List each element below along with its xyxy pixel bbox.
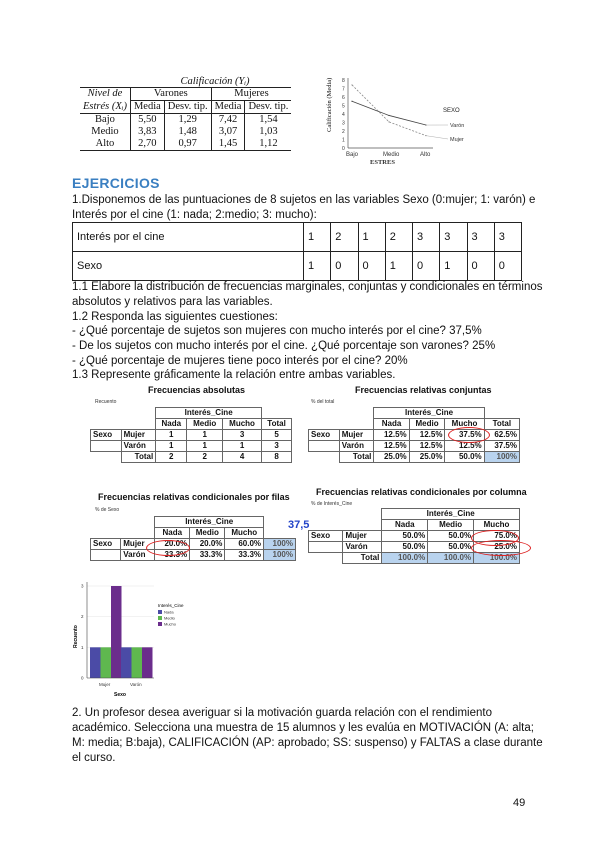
cell: 1,29 [164,114,211,127]
page-number: 49 [513,797,526,809]
col-header: Mucho [445,419,484,430]
cell: 1 [156,441,187,452]
cell: 5,50 [130,114,164,127]
row-label: Interés por el cine [73,223,304,252]
legend-swatch-nada [158,610,162,614]
line-chart-xlabel: ESTRES [370,159,395,166]
legend-swatch-medio [158,616,162,620]
cell: 1 [358,223,385,252]
row-label: Varón [121,441,156,452]
table-row [91,539,296,550]
bar-mujer-mucho [111,586,122,678]
cell: 50.0% [382,531,428,542]
cell: 5 [262,430,292,441]
filas-sub: % de Sexo [95,507,120,513]
legend-title: Interés_Cine [158,603,184,608]
cell: 3,83 [130,126,164,138]
abs-sub: Recuento [95,399,117,405]
row-label: Total [339,452,374,463]
question-3: - ¿Qué porcentaje de mujeres tiene poco interés por el cine? 20% [72,355,408,367]
conj-sub: % del total [311,399,335,405]
col-media-m: Media [211,101,245,114]
cell: Alto [80,138,130,151]
row-label: Mujer [121,430,156,441]
cell: 2 [385,223,412,252]
cell: 100.0% [474,553,520,564]
cell: 1 [304,223,331,252]
cell: 25.0% [374,452,409,463]
table-row [91,452,292,463]
y-tick-label: 3 [81,583,84,589]
cell: 2,70 [130,138,164,151]
cell: 1,45 [211,138,245,151]
cell: 25.0% [474,542,520,553]
paragraph-13: 1.3 Represente gráficamente la relación entre ambas variables. [72,369,396,381]
row-label: Total [343,553,382,564]
cell: 12.5% [409,430,445,441]
data-point [351,84,352,85]
calificacion-title: Calificación (Yᵢ) [180,76,250,87]
paragraph-2d: el curso. [72,752,116,764]
cell: 50.0% [382,542,428,553]
highlight-circle [448,427,490,443]
cell: 1 [187,430,223,441]
col-header: Medio [187,419,223,430]
row-label: Varón [343,542,382,553]
conj-title: Frecuencias relativas conjuntas [355,385,492,395]
cell: 1 [223,441,262,452]
sexo-label: Sexo [309,531,343,542]
col-header: Total [484,419,519,430]
table-row [309,452,520,463]
x-tick-label: Varón [130,682,142,687]
col-header: Total [262,419,292,430]
cell: 0 [331,252,358,281]
cell: 12.5% [374,430,409,441]
question-1: - ¿Qué porcentaje de sujetos son mujeres con mucho interés por el cine? 37,5% [72,325,482,337]
row-label: Total [121,452,156,463]
cell: 50.0% [428,531,474,542]
bar-chart-ylabel: Recuento [73,625,79,648]
y-tick-label: 7 [342,86,345,93]
highlight-circle [146,540,190,556]
data-point [388,121,389,122]
row-label: Sexo [73,252,304,281]
columna-sub: % de Interés_Cine [311,501,353,507]
col-header: Medio [190,528,225,539]
bar-chart [70,578,210,702]
bar-varón-nada [121,647,132,678]
sexo-label: Sexo [309,430,340,441]
cell: 20.0% [155,539,190,550]
cell: 4 [223,452,262,463]
legend-title: SEXO [443,108,460,114]
legend-label-mucho: Mucho [164,621,177,627]
col-header: Nada [382,520,428,531]
legend-label-nada: Nada [164,609,174,615]
section-heading: EJERCICIOS [72,175,160,191]
table-row [80,126,291,138]
col-media-v: Media [130,101,164,114]
cell: 12.5% [445,441,484,452]
cell: 1 [187,441,223,452]
col-header: Mucho [474,520,520,531]
cell: 25.0% [409,452,445,463]
table-row [80,138,291,151]
var-header: Interés_Cine [382,509,520,520]
filas-table [90,516,296,561]
cell: 100% [264,550,296,561]
cell: 8 [262,452,292,463]
y-tick-label: 5 [342,103,345,110]
table-row [91,430,292,441]
bar-varón-medio [132,647,143,678]
cell: 100.0% [382,553,428,564]
table-row [91,550,296,561]
abs-table [90,407,292,463]
cell: 75.0% [474,531,520,542]
cell: 0 [467,252,494,281]
cell: 12.5% [409,441,445,452]
row-label: Mujer [343,531,382,542]
col-header: Nada [155,528,190,539]
bar-varón-mucho [142,647,153,678]
cell: 3 [494,223,521,252]
y-tick-label: 1 [81,644,84,650]
cell: 100.0% [428,553,474,564]
cell: 1,54 [245,114,291,127]
cell: 12.5% [374,441,409,452]
col-desv-v: Desv. tip. [164,101,211,114]
nivel-header: Nivel de [80,88,130,101]
data-table [72,222,522,281]
cell: 3 [223,430,262,441]
paragraph-2c: M: media; B:baja), CALIFICACIÓN (AP: aprobado; SS: suspenso) y FALTAS a clase durante [72,737,543,749]
cell: 2 [187,452,223,463]
table-row [91,441,292,452]
cell: 62.5% [484,430,519,441]
row-label: Mujer [121,539,155,550]
columna-title: Frecuencias relativas condicionales por columna [316,487,527,497]
table-row [73,252,522,281]
col-desv-m: Desv. tip. [245,101,291,114]
legend-leader [426,136,448,139]
paragraph-2a: 2. Un profesor desea averiguar si la motivación guarda relación con el rendimiento [72,707,492,719]
cell: 3 [440,223,467,252]
data-point [388,115,389,116]
abs-title: Frecuencias absolutas [148,385,246,395]
calificacion-table [80,87,291,151]
paragraph-11a: 1.1 Elabore la distribución de frecuencias marginales, conjuntas y condicionales en términos [72,281,543,293]
cell: 2 [331,223,358,252]
cell: 1 [304,252,331,281]
cell: 0,97 [164,138,211,151]
x-tick-label: Bajo [346,152,359,158]
calificacion-table-block [80,76,291,151]
cell: 33.3% [155,550,190,561]
legend-mujer: Mujer [450,137,464,143]
y-tick-label: 0 [81,675,84,681]
bar-mujer-medio [101,647,112,678]
mujeres-header: Mujeres [211,88,291,101]
col-header: Nada [374,419,409,430]
estres-header: Estrés (Xᵢ) [80,101,130,114]
cell: 2 [156,452,187,463]
y-tick-label: 1 [342,137,345,144]
line-chart-ylabel: Calificación (Media) [326,77,333,132]
filas-title: Frecuencias relativas condicionales por filas [98,492,290,502]
cell: 3 [413,223,440,252]
sexo-label: Sexo [91,539,121,550]
cell: 1 [385,252,412,281]
y-tick-label: 3 [342,120,345,127]
col-header: Mucho [223,419,262,430]
line-chart [318,72,498,170]
paragraph-11b: absolutos y relativos para las variables. [72,296,273,308]
col-header: Medio [428,520,474,531]
cell: 0 [358,252,385,281]
row-label: Varón [339,441,374,452]
x-tick-label: Alto [420,152,431,158]
table-row [309,441,520,452]
legend-varon: Varón [450,123,465,129]
cell: 33.3% [225,550,264,561]
x-tick-label: Medio [383,152,400,158]
var-header: Interés_Cine [374,408,484,419]
y-tick-label: 6 [342,95,345,101]
y-tick-label: 4 [342,112,345,118]
table-row [73,223,522,252]
paragraph-2b: académico. Selecciona una muestra de 15 alumnos y les evalúa en MOTIVACIÓN (A: alta; [72,722,534,734]
cell: Medio [91,126,119,137]
paragraph-12: 1.2 Responda las siguientes cuestiones: [72,311,278,323]
cell: 50.0% [445,452,484,463]
cell: 60.0% [225,539,264,550]
cell: Bajo [95,114,115,125]
cell: 1,03 [245,126,291,138]
series-line-mujer [352,85,426,136]
col-header: Medio [409,419,445,430]
x-tick-label: Mujer [99,682,111,687]
paragraph-1b: Interés por el cine (1: nada; 2:medio; 3: mucho): [72,209,317,221]
highlight-circle [471,540,531,556]
legend-label-medio: Medio [164,615,175,621]
cell: 1 [440,252,467,281]
cell: 3 [262,441,292,452]
var-header: Interés_Cine [156,408,262,419]
cell: 1,48 [164,126,211,138]
col-header: Nada [156,419,187,430]
cell: 0 [413,252,440,281]
bar-mujer-nada [90,647,101,678]
cell: 100% [484,452,519,463]
question-2: - De los sujetos con mucho interés por el cine. ¿Qué porcentaje son varones? 25% [72,340,496,352]
y-tick-label: 0 [342,146,345,152]
legend-swatch-mucho [158,622,162,626]
cell: 1 [156,430,187,441]
cell: 33.3% [190,550,225,561]
y-tick-label: 2 [81,614,84,620]
col-header: Mucho [225,528,264,539]
row-label: Mujer [339,430,374,441]
table-row [80,114,291,127]
cell: 0 [494,252,521,281]
cell: 7,42 [211,114,245,127]
paragraph-1a: 1.Disponemos de las puntuaciones de 8 sujetos en las variables Sexo (0:mujer; 1: varón) e [72,194,536,206]
cell: 3,07 [211,126,245,138]
cell: 3 [467,223,494,252]
y-tick-label: 8 [342,78,345,84]
row-label: Varón [121,550,155,561]
varones-header: Varones [130,88,211,101]
bar-chart-xlabel: Sexo [114,692,126,698]
cell: 50.0% [428,542,474,553]
y-tick-label: 2 [342,129,345,135]
sexo-label: Sexo [91,430,122,441]
data-point [351,101,352,102]
cell: 20.0% [190,539,225,550]
cell: 37.5% [445,430,484,441]
cell: 100% [264,539,296,550]
annotation-37-5: 37,5 [288,519,310,531]
cell: 37.5% [484,441,519,452]
var-header: Interés_Cine [155,517,264,528]
cell: 1,12 [245,138,291,151]
